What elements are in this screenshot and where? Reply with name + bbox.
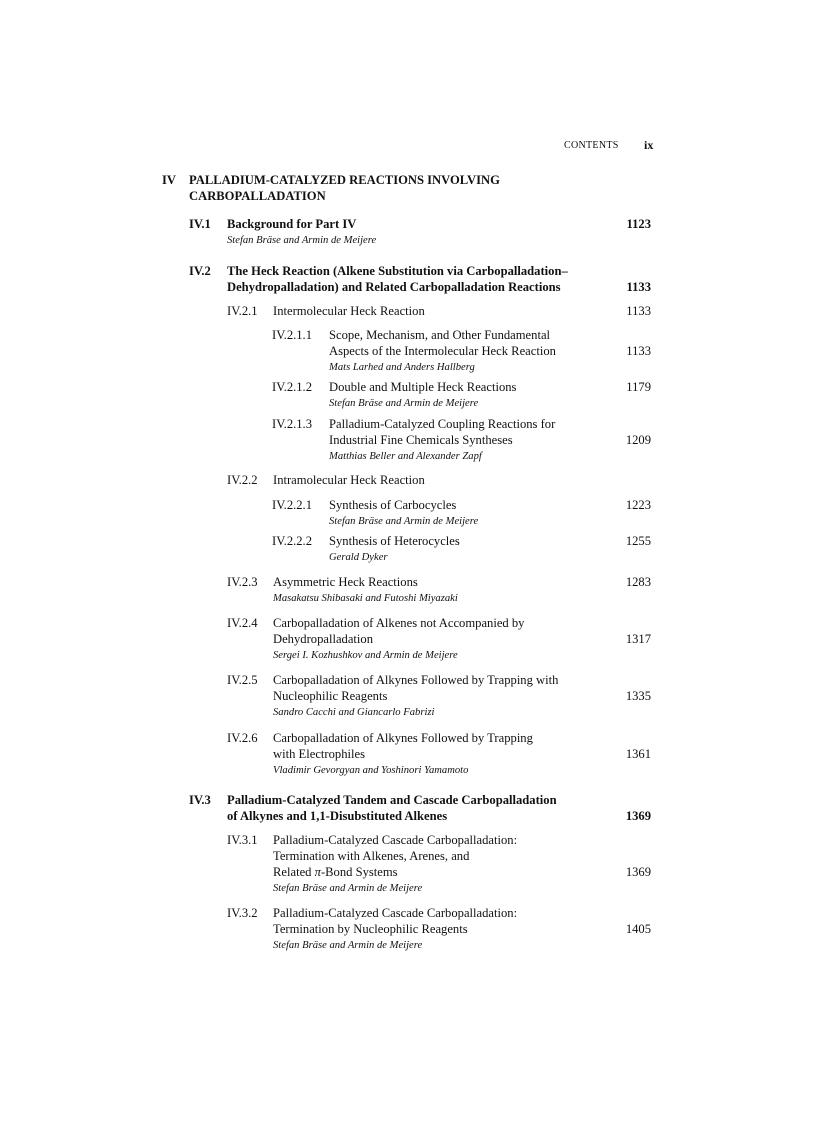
item-authors: Stefan Bräse and Armin de Meijere (329, 398, 479, 409)
subsection-authors: Masakatsu Shibasaki and Futoshi Miyazaki (273, 593, 458, 604)
section-number: IV.1 (189, 217, 211, 231)
subsection-page: 1369 (625, 865, 651, 879)
title-suffix: -Bond Systems (320, 865, 398, 879)
subsection-title-line1: Carbopalladation of Alkynes Followed by Trapping (273, 731, 533, 745)
subsection-title: Intermolecular Heck Reaction (273, 304, 425, 318)
running-header-label: CONTENTS (564, 140, 619, 151)
item-number: IV.2.2.1 (272, 498, 313, 512)
item-title-line2: Aspects of the Intermolecular Heck Reaction (329, 344, 556, 358)
subsection-authors: Vladimir Gevorgyan and Yoshinori Yamamoto (273, 765, 469, 776)
subsection-number: IV.2.2 (227, 473, 258, 487)
subsection-title-line3 (273, 864, 398, 880)
item-authors: Mats Larhed and Anders Hallberg (329, 362, 475, 373)
subsection-title-line1: Carbopalladation of Alkenes not Accompanied by (273, 616, 525, 630)
subsection-title-line2: Dehydropalladation (273, 632, 374, 646)
subsection-title-line1: Palladium-Catalyzed Cascade Carbopalladation: (273, 906, 518, 920)
item-page: 1255 (625, 534, 651, 548)
subsection-title-line2: Nucleophilic Reagents (273, 689, 388, 703)
section-title: Background for Part IV (227, 217, 357, 231)
section-number: IV.3 (189, 793, 211, 807)
section-page: 1123 (626, 217, 651, 231)
subsection-title-line1: Palladium-Catalyzed Cascade Carbopalladation: (273, 833, 518, 847)
subsection-title: Intramolecular Heck Reaction (273, 473, 425, 487)
item-authors: Gerald Dyker (329, 552, 388, 563)
subsection-number: IV.3.1 (227, 833, 258, 847)
section-title-line1: The Heck Reaction (Alkene Substitution via Carbopalladation– (227, 264, 568, 278)
subsection-title-line2: Termination with Alkenes, Arenes, and (273, 849, 470, 863)
item-page: 1209 (625, 433, 651, 447)
subsection-page: 1283 (625, 575, 651, 589)
subsection-title-line1: Carbopalladation of Alkynes Followed by Trapping with (273, 673, 559, 687)
item-title: Double and Multiple Heck Reactions (329, 380, 517, 394)
subsection-authors: Stefan Bräse and Armin de Meijere (273, 883, 423, 894)
subsection-authors: Sandro Cacchi and Giancarlo Fabrizi (273, 707, 435, 718)
pi-symbol: π (314, 865, 321, 879)
subsection-authors: Sergei I. Kozhushkov and Armin de Meijere (273, 650, 458, 661)
section-title-line2: of Alkynes and 1,1-Disubstituted Alkenes (227, 809, 448, 823)
item-title-line1: Palladium-Catalyzed Coupling Reactions for (329, 417, 556, 431)
item-title: Synthesis of Carbocycles (329, 498, 457, 512)
subsection-number: IV.2.5 (227, 673, 258, 687)
item-page: 1223 (625, 498, 651, 512)
section-authors: Stefan Bräse and Armin de Meijere (227, 235, 377, 246)
subsection-number: IV.2.3 (227, 575, 258, 589)
subsection-title-line2: with Electrophiles (273, 747, 365, 761)
subsection-page: 1405 (625, 922, 651, 936)
item-number: IV.2.2.2 (272, 534, 313, 548)
title-prefix: Related (273, 865, 315, 879)
item-number: IV.2.1.3 (272, 417, 313, 431)
item-number: IV.2.1.2 (272, 380, 313, 394)
subsection-title-line2: Termination by Nucleophilic Reagents (273, 922, 468, 936)
subsection-number: IV.2.1 (227, 304, 258, 318)
section-title-line1: Palladium-Catalyzed Tandem and Cascade Carbopalladation (227, 793, 557, 807)
subsection-page: 1361 (625, 747, 651, 761)
subsection-page: 1133 (626, 304, 651, 318)
item-authors: Stefan Bräse and Armin de Meijere (329, 516, 479, 527)
item-authors: Matthias Beller and Alexander Zapf (329, 451, 482, 462)
item-page: 1133 (626, 344, 651, 358)
item-title-line1: Scope, Mechanism, and Other Fundamental (329, 328, 551, 342)
part-title-line2: CARBOPALLADATION (189, 189, 326, 203)
section-page: 1369 (625, 809, 651, 823)
section-page: 1133 (626, 280, 651, 294)
subsection-authors: Stefan Bräse and Armin de Meijere (273, 940, 423, 951)
section-number: IV.2 (189, 264, 211, 278)
section-title-line2: Dehydropalladation) and Related Carbopalladation Reactions (227, 280, 561, 294)
item-title-line2: Industrial Fine Chemicals Syntheses (329, 433, 513, 447)
subsection-page: 1317 (625, 632, 651, 646)
part-number: IV (162, 173, 176, 187)
subsection-page: 1335 (625, 689, 651, 703)
subsection-number: IV.2.6 (227, 731, 258, 745)
subsection-number: IV.3.2 (227, 906, 258, 920)
item-title: Synthesis of Heterocycles (329, 534, 460, 548)
subsection-number: IV.2.4 (227, 616, 258, 630)
subsection-title: Asymmetric Heck Reactions (273, 575, 418, 589)
running-header-page-number: ix (644, 138, 654, 152)
item-number: IV.2.1.1 (272, 328, 313, 342)
part-title-line1: PALLADIUM-CATALYZED REACTIONS INVOLVING (189, 173, 500, 187)
item-page: 1179 (626, 380, 651, 394)
